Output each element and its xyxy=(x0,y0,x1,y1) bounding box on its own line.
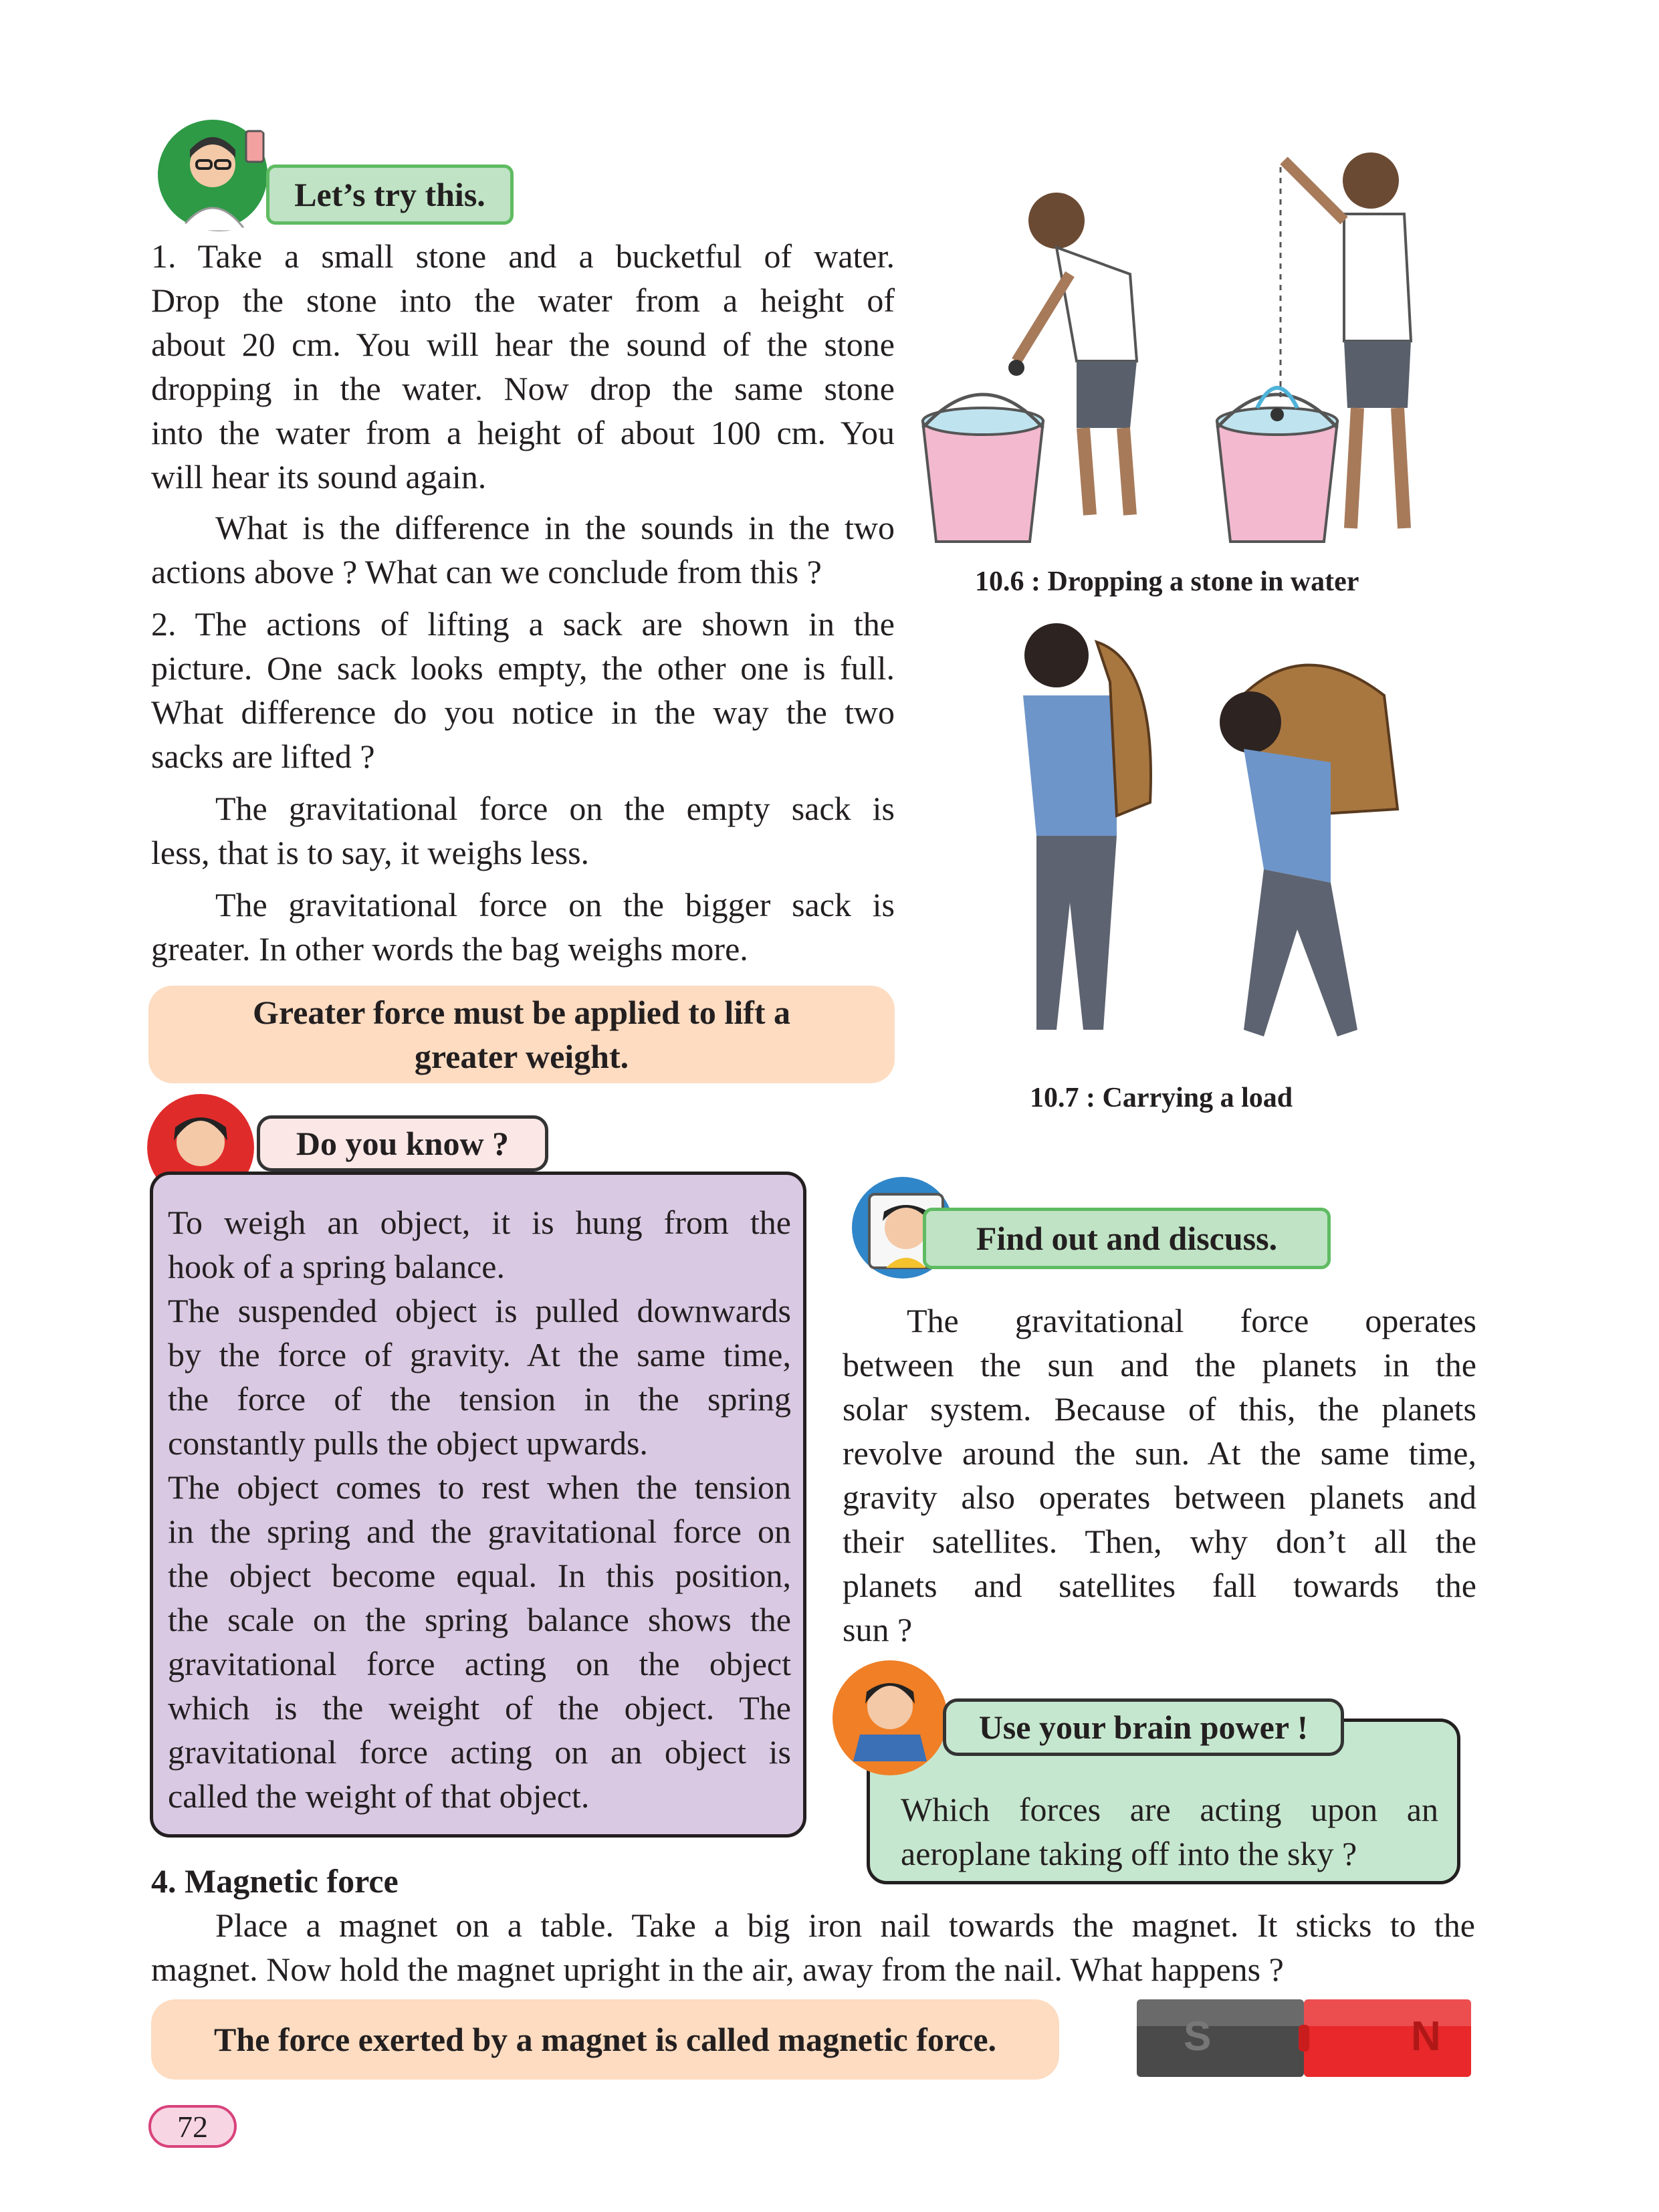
highlight-line: greater weight. xyxy=(414,1038,629,1075)
text-line: Which forces are acting upon an xyxy=(901,1791,1438,1828)
find-out-heading: Find out and discuss. xyxy=(923,1208,1331,1269)
text-line: sacks are lifted ? xyxy=(151,738,375,775)
text-line: What is the difference in the sounds in the two xyxy=(215,509,895,546)
magnetic-force-highlight: The force exerted by a magnet is called magnetic force. xyxy=(151,1999,1059,2080)
magnet-south-label: S xyxy=(1184,2013,1212,2060)
text-line: which is the weight of the object. The xyxy=(168,1689,791,1727)
text-line: greater. In other words the bag weighs more. xyxy=(151,930,748,968)
text-line: the scale on the spring balance shows the xyxy=(168,1601,791,1638)
text-line: The gravitational force operates xyxy=(907,1302,1476,1339)
text-line: in the spring and the gravitational force on xyxy=(168,1513,791,1550)
text-line: 2. The actions of lifting a sack are shown in the xyxy=(151,605,895,643)
text-line: dropping in the water. Now drop the same stone xyxy=(151,370,895,407)
figure-carrying-load-illustration xyxy=(983,615,1464,1057)
text-line: The gravitational force on the bigger sack is xyxy=(215,886,895,923)
brain-power-heading: Use your brain power ! xyxy=(943,1698,1344,1756)
text-line: into the water from a height of about 100 cm. You xyxy=(151,414,895,451)
text-line: the object become equal. In this position, xyxy=(168,1557,791,1594)
text-line: constantly pulls the object upwards. xyxy=(168,1424,648,1462)
text-line: gravitational force acting on an object is xyxy=(168,1733,791,1771)
text-line: To weigh an object, it is hung from the xyxy=(168,1204,791,1241)
lets-try-paragraph-2 xyxy=(151,506,895,594)
text-line: called the weight of that object. xyxy=(168,1777,590,1815)
text-line: hook of a spring balance. xyxy=(168,1248,506,1285)
text-line: aeroplane taking off into the sky ? xyxy=(901,1835,1357,1872)
text-line: Place a magnet on a table. Take a big iron nail towards the magnet. It sticks to the xyxy=(215,1906,1475,1944)
reading-girl-avatar-icon xyxy=(826,1654,954,1781)
text-line: actions above ? What can we conclude from this ? xyxy=(151,553,822,590)
text-line: the force of the tension in the spring xyxy=(168,1380,791,1418)
bar-magnet-icon xyxy=(1130,1985,1478,2092)
lets-try-heading: Let’s try this. xyxy=(266,164,514,225)
text-line: The suspended object is pulled downwards xyxy=(168,1292,791,1329)
text-line: gravitational force acting on the object xyxy=(168,1645,791,1682)
text-line: solar system. Because of this, the planets xyxy=(843,1390,1476,1428)
text-line: between the sun and the planets in the xyxy=(843,1346,1476,1384)
magnet-north-label: N xyxy=(1411,2013,1441,2060)
do-you-know-heading: Do you know ? xyxy=(257,1115,548,1172)
text-line: gravity also operates between planets and xyxy=(843,1478,1476,1516)
text-line: magnet. Now hold the magnet upright in the air, away from the nail. What happens ? xyxy=(151,1951,1284,1988)
text-line: picture. One sack looks empty, the other one is full. xyxy=(151,649,895,687)
figure-10-7-caption: 10.7 : Carrying a load xyxy=(1030,1083,1293,1113)
find-out-text xyxy=(843,1299,1476,1652)
do-you-know-box xyxy=(150,1172,806,1838)
text-line: will hear its sound again. xyxy=(151,458,487,495)
text-line: planets and satellites fall towards the xyxy=(843,1567,1476,1604)
text-line: about 20 cm. You will hear the sound of the stone xyxy=(151,326,895,363)
text-line: less, that is to say, it weighs less. xyxy=(151,834,590,871)
text-line: The object comes to rest when the tension xyxy=(168,1468,791,1506)
do-you-know-text xyxy=(168,1200,791,1818)
greater-force-highlight xyxy=(148,986,895,1083)
text-line: sun ? xyxy=(843,1611,913,1648)
lets-try-paragraph-3 xyxy=(151,602,895,778)
figure-10-6-caption: 10.6 : Dropping a stone in water xyxy=(975,566,1359,597)
text-line: Drop the stone into the water from a height of xyxy=(151,282,895,319)
lets-try-paragraph-5 xyxy=(151,883,895,971)
text-line: by the force of gravity. At the same time, xyxy=(168,1336,791,1373)
lets-try-paragraph-4 xyxy=(151,786,895,875)
text-line: revolve around the sun. At the same time, xyxy=(843,1434,1476,1472)
text-line: 1. Take a small stone and a bucketful of water. xyxy=(151,237,895,275)
text-line: The gravitational force on the empty sack is xyxy=(215,790,895,827)
magnetic-force-text xyxy=(151,1903,1475,1991)
figure-dropping-stone-illustration xyxy=(909,140,1478,562)
page-number: 72 xyxy=(148,2105,237,2148)
magnetic-force-heading: 4. Magnetic force xyxy=(151,1862,399,1900)
highlight-line: Greater force must be applied to lift a xyxy=(252,994,791,1031)
brain-power-text xyxy=(901,1787,1438,1876)
text-line: their satellites. Then, why don’t all the xyxy=(843,1523,1476,1560)
text-line: What difference do you notice in the way the two xyxy=(151,693,895,731)
lets-try-paragraph-1 xyxy=(151,234,895,499)
